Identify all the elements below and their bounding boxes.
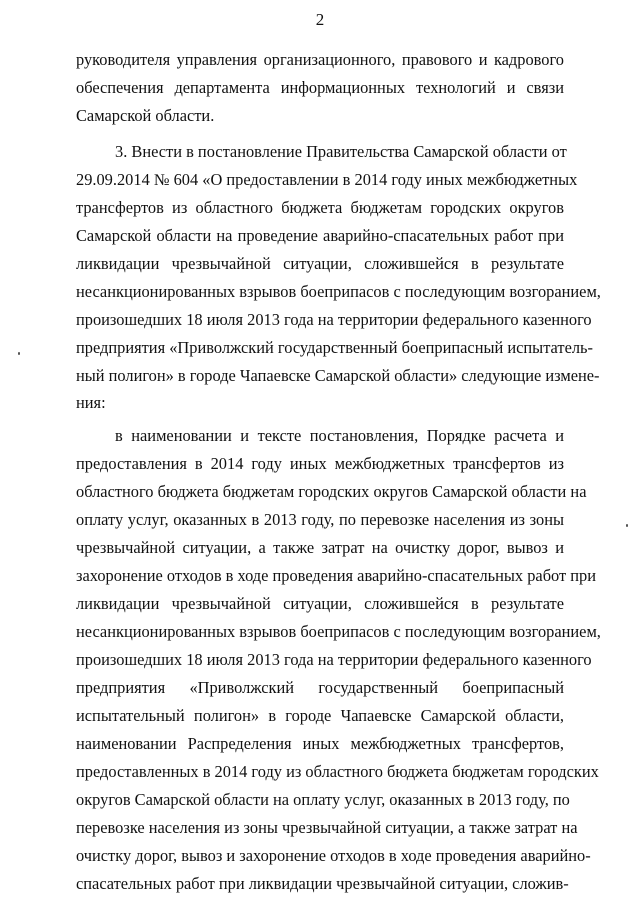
text-line: несанкционированных взрывов боеприпасов с последующим возгоранием, [76,282,601,301]
text-line: предприятия «Приволжский государственный боеприпасный испытатель- [76,338,593,357]
text-line: ликвидации чрезвычайной ситуации, сложившейся в результате [76,594,564,613]
text-line: ный полигон» в городе Чапаевске Самарской области» следующие измене- [76,366,600,385]
text-line: произошедших 18 июля 2013 года на территории федерального казенного [76,650,592,669]
text-line: ния: [76,393,106,412]
text-line: ликвидации чрезвычайной ситуации, сложившейся в результате [76,254,564,273]
text-line: предоставления в 2014 году иных межбюджетных трансфертов из [76,454,564,473]
text-line: несанкционированных взрывов боеприпасов с последующим возгоранием, [76,622,601,641]
text-line: очистку дорог, вывоз и захоронение отходов в ходе проведения аварийно- [76,846,591,865]
text-line: областного бюджета бюджетам городских округов Самарской области на [76,482,587,501]
text-line: захоронение отходов в ходе проведения аварийно-спасательных работ при [76,566,597,585]
text-line: 29.09.2014 № 604 «О предоставлении в 2014 году иных межбюджетных [76,170,578,189]
text-line: 3. Внести в постановление Правительства Самарской области от [115,142,567,161]
text-line: предприятия «Приволжский государственный боеприпасный [76,678,564,697]
text-line: обеспечения департамента информационных технологий и связи [76,78,564,97]
scan-mark-right [626,524,628,527]
text-line: Самарской области на проведение аварийно-спасательных работ при [76,226,564,245]
text-line: перевозке населения из зоны чрезвычайной ситуации, а также затрат на [76,818,578,837]
scan-mark-left [18,352,20,355]
text-line: оплату услуг, оказанных в 2013 году, по перевозке населения из зоны [76,510,564,529]
text-line: чрезвычайной ситуации, а также затрат на очистку дорог, вывоз и [76,538,564,557]
text-line: предоставленных в 2014 году из областного бюджета бюджетам городских [76,762,599,781]
page-number: 2 [315,10,325,29]
text-line: в наименовании и тексте постановления, Порядке расчета и [115,426,564,445]
text-line: Самарской области. [76,106,215,125]
text-line: испытательный полигон» в городе Чапаевске Самарской области, [76,706,564,725]
text-line: спасательных работ при ликвидации чрезвычайной ситуации, сложив- [76,874,569,893]
text-line: округов Самарской области на оплату услуг, оказанных в 2013 году, по [76,790,570,809]
text-line: произошедших 18 июля 2013 года на территории федерального казенного [76,310,592,329]
text-line: наименовании Распределения иных межбюджетных трансфертов, [76,734,564,753]
text-line: руководителя управления организационного, правового и кадрового [76,50,564,69]
text-line: трансфертов из областного бюджета бюджетам городских округов [76,198,564,217]
